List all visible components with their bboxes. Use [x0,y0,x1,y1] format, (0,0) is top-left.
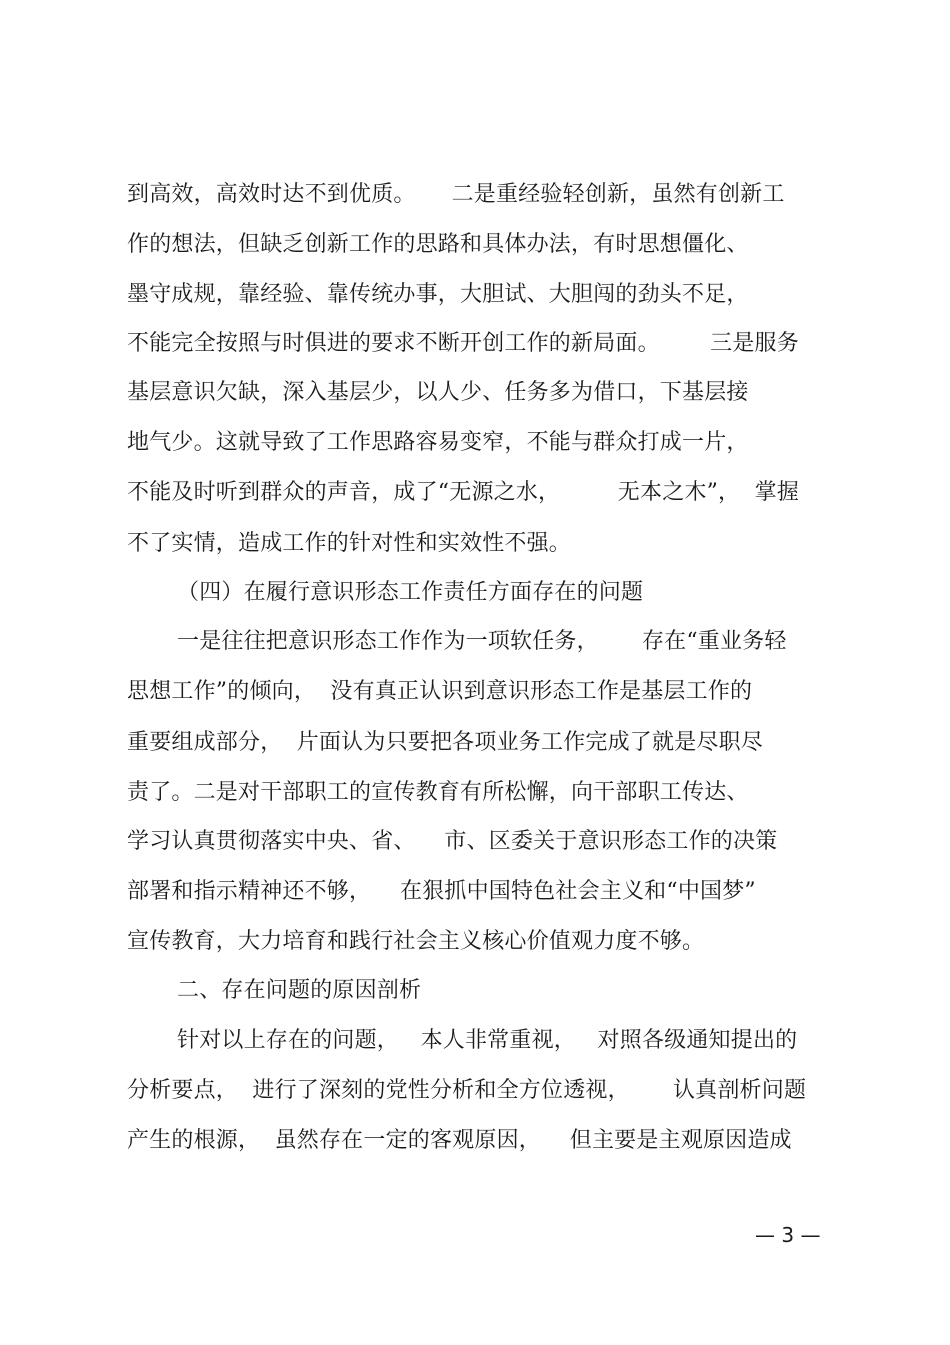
text-line: 责了。二是对干部职工的宣传教育有所松懈，向干部职工传达、 [127,780,749,805]
text-line: 思想工作”的倾向， 没有真正认识到意识形态工作是基层工作的 [127,679,753,704]
text-line: 针对以上存在的问题， 本人非常重视， 对照各级通知提出的 [177,1028,798,1053]
text-line: 产生的根源， 虽然存在一定的客观原因， 但主要是主观原因造成 [127,1128,792,1153]
text-line: 一是往往把意识形态工作作为一项软任务， 存在“重业务轻 [177,629,787,654]
text-line: 宣传教育，大力培育和践行社会主义核心价值观力度不够。 [127,929,705,954]
text-line: 到高效，高效时达不到优质。 二是重经验轻创新，虽然有创新工 [127,182,785,207]
text-line: 不了实情，造成工作的针对性和实效性不强。 [127,531,572,556]
page-number: — 3 — [755,1223,821,1247]
text-line: 基层意识欠缺，深入基层少，以人少、任务多为借口，下基层接 [127,380,749,405]
text-line: 不能及时听到群众的声音，成了“无源之水， 无本之木”， 掌握 [127,480,800,505]
text-line: 学习认真贯彻落实中央、省、 市、区委关于意识形态工作的决策 [127,829,778,854]
text-line: 重要组成部分， 片面认为只要把各项业务工作完成了就是尽职尽 [127,730,763,755]
text-line: 作的想法，但缺乏创新工作的思路和具体办法，有时思想僵化、 [127,232,749,257]
text-line: 分析要点， 进行了深刻的党性分析和全方位透视， 认真剖析问题 [127,1078,807,1103]
text-line: 不能完全按照与时俱进的要求不断开创工作的新局面。 三是服务 [127,331,799,356]
text-line: 部署和指示精神还不够， 在狠抓中国特色社会主义和“中国梦” [127,879,756,904]
section-heading: （四）在履行意识形态工作责任方面存在的问题 [177,580,644,605]
section-heading: 二、存在问题的原因剖析 [177,978,422,1003]
text-line: 地气少。这就导致了工作思路容易变窄，不能与群众打成一片， [127,430,749,455]
text-line: 墨守成规，靠经验、靠传统办事，大胆试、大胆闯的劲头不足， [127,282,749,307]
